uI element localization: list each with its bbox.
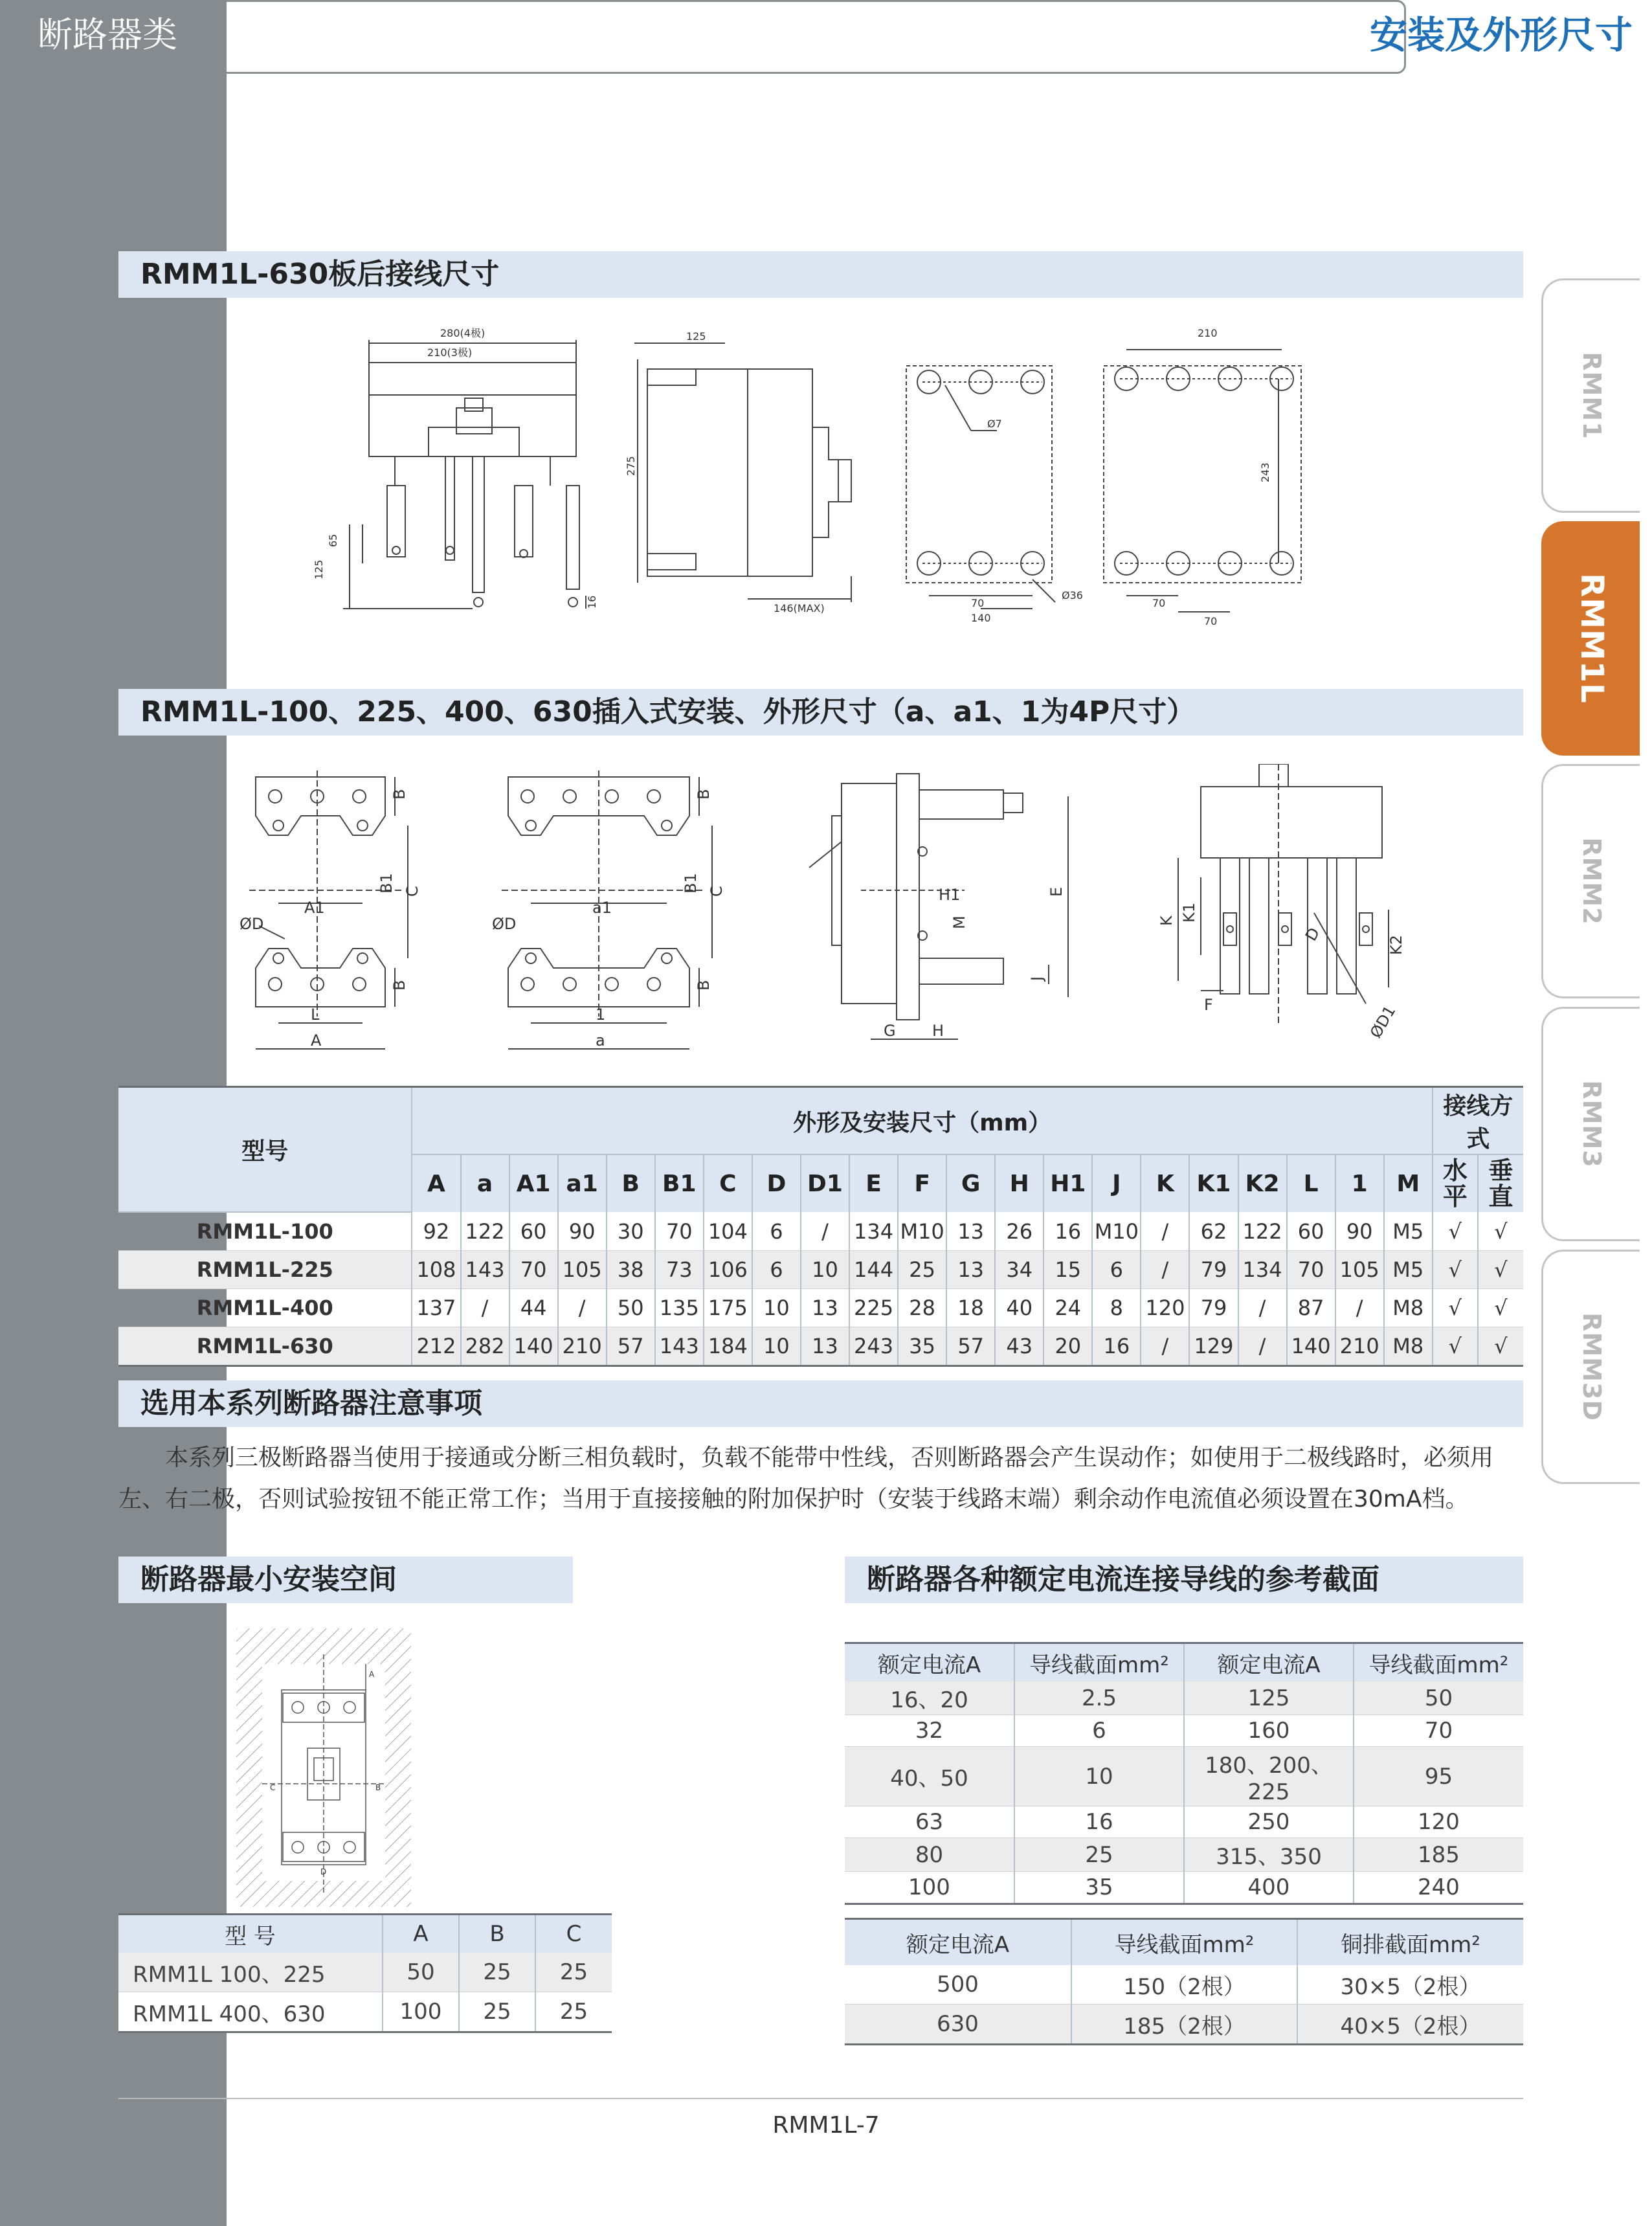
dim-B-4p-lower: B	[695, 980, 713, 991]
col-header: 导线截面mm²	[1354, 1643, 1523, 1682]
dim-L: L	[311, 1006, 320, 1024]
table-row	[845, 2005, 1523, 2045]
table-cell: /	[1238, 1327, 1287, 1366]
dim-M: M	[950, 916, 968, 929]
table-cell: 16	[1044, 1212, 1092, 1251]
table-cell: 212	[412, 1327, 460, 1366]
table-cell: 104	[704, 1212, 752, 1251]
side-view	[634, 343, 851, 602]
table-cell: 57	[946, 1327, 995, 1366]
dim-B-4p: B	[695, 789, 713, 800]
col-header: a	[461, 1154, 509, 1212]
table-row	[845, 1965, 1523, 2005]
table-cell: 144	[849, 1251, 898, 1289]
dim-G: G	[884, 1022, 896, 1040]
dim-hole-7: Ø7	[987, 418, 1002, 430]
table-cell: 630	[845, 2005, 1071, 2045]
table-cell: 160	[1184, 1715, 1354, 1747]
dims-header: 外形及安装尺寸（mm）	[412, 1087, 1432, 1155]
col-header: H	[995, 1154, 1044, 1212]
table-cell: 35	[1014, 1872, 1184, 1904]
table-cell: 25	[535, 1992, 612, 2032]
dim-phiD-4p: ØD	[492, 915, 517, 933]
table-cell: /	[1141, 1251, 1189, 1289]
table-cell: 13	[946, 1212, 995, 1251]
col-header: 额定电流A	[1184, 1643, 1354, 1682]
dim-H: H	[932, 1022, 944, 1040]
side-view-dims	[625, 330, 825, 614]
col-header: K	[1141, 1154, 1189, 1212]
col-header: B	[459, 1915, 535, 1953]
table-cell: 60	[509, 1212, 558, 1251]
col-header: A1	[509, 1154, 558, 1212]
dim-140: 140	[971, 612, 991, 624]
table-cell: 73	[655, 1251, 704, 1289]
table-cell: 30×5（2根）	[1297, 1965, 1523, 2005]
dim-70-a: 70	[1152, 597, 1166, 609]
table-cell: 6	[1014, 1715, 1184, 1747]
table-cell: RMM1L 400、630	[118, 1992, 383, 2032]
dim-K: K	[1157, 916, 1176, 926]
table-cell: /	[1141, 1327, 1189, 1366]
dim-B1: B1	[377, 873, 396, 894]
table-cell: 10	[801, 1251, 849, 1289]
side-tab-rmm3[interactable]	[1541, 1007, 1640, 1241]
table-cell: 122	[1238, 1212, 1287, 1251]
table-row	[118, 1289, 1523, 1327]
table-cell: 100	[845, 1872, 1014, 1904]
col-header: C	[535, 1915, 612, 1953]
table-cell: 184	[704, 1327, 752, 1366]
page-title: 安装及外形尺寸	[1369, 13, 1633, 57]
table-header-row	[845, 1919, 1523, 1966]
dim-hole-36: Ø36	[1062, 589, 1083, 601]
table-cell: 282	[461, 1327, 509, 1366]
table-cell: /	[1238, 1289, 1287, 1327]
table-cell: 90	[1335, 1212, 1384, 1251]
model-cell: RMM1L-400	[118, 1289, 412, 1327]
col-header: 额定电流A	[845, 1643, 1014, 1682]
table-cell: M10	[1092, 1212, 1141, 1251]
table-cell: 79	[1189, 1251, 1238, 1289]
table-cell: 62	[1189, 1212, 1238, 1251]
table-cell: 134	[849, 1212, 898, 1251]
table-cell: 16	[1092, 1327, 1141, 1366]
wiring-cell: √	[1433, 1212, 1478, 1251]
front-view-dims	[313, 327, 598, 609]
col-header: E	[849, 1154, 898, 1212]
side-tab-rmm3d[interactable]	[1541, 1250, 1640, 1484]
table-cell: 125	[1184, 1681, 1354, 1715]
col-header: 型 号	[118, 1915, 383, 1953]
plate-3p-labels	[240, 789, 421, 1050]
table-cell: 315、350	[1184, 1838, 1354, 1872]
table-cell: 20	[1044, 1327, 1092, 1366]
table-body	[118, 1212, 1523, 1366]
table-cell: 25	[535, 1953, 612, 1992]
side-tab-label: RMM2	[1577, 837, 1606, 925]
table-cell: 24	[1044, 1289, 1092, 1327]
min-space-table	[118, 1913, 612, 2033]
footer-divider	[118, 2098, 1523, 2099]
front-view	[343, 340, 586, 609]
space-C: C	[270, 1783, 276, 1792]
dim-side-125: 125	[686, 330, 706, 343]
table-cell: 79	[1189, 1289, 1238, 1327]
table-cell: 95	[1354, 1747, 1523, 1806]
hole-pattern-3p	[906, 366, 1055, 609]
space-D: D	[320, 1867, 327, 1876]
section-title-min-space: 断路器最小安装空间	[118, 1557, 573, 1603]
col-header: K2	[1238, 1154, 1287, 1212]
table-cell: 185（2根）	[1071, 2005, 1297, 2045]
table-row	[845, 1681, 1523, 1715]
table-row	[118, 1992, 612, 2032]
table-cell: 500	[845, 1965, 1071, 2005]
dim-C: C	[403, 886, 421, 897]
col-header: 导线截面mm²	[1071, 1919, 1297, 1966]
table-cell: 105	[1335, 1251, 1384, 1289]
col-header: L	[1287, 1154, 1335, 1212]
table-cell: M8	[1384, 1327, 1433, 1366]
dim-E: E	[1047, 886, 1066, 897]
col-header: M	[1384, 1154, 1433, 1212]
table-cell: M10	[898, 1212, 946, 1251]
table-cell: /	[1335, 1289, 1384, 1327]
table-cell: /	[801, 1212, 849, 1251]
dim-65: 65	[327, 534, 339, 547]
table-cell: 57	[607, 1327, 655, 1366]
dim-phiD: ØD	[240, 915, 264, 933]
dim-C-4p: C	[708, 886, 726, 897]
table-row	[845, 1872, 1523, 1904]
dim-A: A	[311, 1031, 322, 1050]
table-cell: 140	[1287, 1327, 1335, 1366]
col-header: A	[383, 1915, 459, 1953]
dim-F: F	[1204, 996, 1213, 1014]
table-cell: /	[558, 1289, 607, 1327]
table-cell: 185	[1354, 1838, 1523, 1872]
table-cell: 210	[1335, 1327, 1384, 1366]
plate-3p	[249, 770, 408, 1049]
dim-70-b: 70	[1204, 615, 1218, 627]
table-cell: 18	[946, 1289, 995, 1327]
table-cell: 108	[412, 1251, 460, 1289]
table-cell: 80	[845, 1838, 1014, 1872]
table-cell: 16、20	[845, 1681, 1014, 1715]
dim-a1: a1	[592, 899, 612, 917]
table-cell: 50	[1354, 1681, 1523, 1715]
table-cell: 13	[801, 1289, 849, 1327]
col-header: D1	[801, 1154, 849, 1212]
model-cell: RMM1L-100	[118, 1212, 412, 1251]
side-tab-label: RMM1L	[1573, 573, 1610, 704]
space-B: B	[375, 1783, 381, 1792]
table-cell: 40×5（2根）	[1297, 2005, 1523, 2045]
col-header: 水平	[1433, 1154, 1478, 1212]
table-cell: M5	[1384, 1212, 1433, 1251]
col-header: C	[704, 1154, 752, 1212]
page-header	[0, 0, 1633, 74]
side-tab-label: RMM3D	[1577, 1312, 1606, 1421]
table-cell: 92	[412, 1212, 460, 1251]
wiring-cell: √	[1433, 1289, 1478, 1327]
table-cell: 243	[849, 1327, 898, 1366]
table-cell: 225	[849, 1289, 898, 1327]
section-title-wire-ref: 断路器各种额定电流连接导线的参考截面	[845, 1557, 1523, 1603]
table-cell: 70	[1354, 1715, 1523, 1747]
table-cell: 6	[1092, 1251, 1141, 1289]
table-cell: /	[461, 1289, 509, 1327]
table-row	[118, 1212, 1523, 1251]
dim-125: 125	[313, 559, 325, 579]
table-cell: 122	[461, 1212, 509, 1251]
wiring-cell: √	[1433, 1327, 1478, 1366]
table-cell: /	[1141, 1212, 1189, 1251]
hole-pattern-4p	[1104, 350, 1301, 612]
table-cell: 6	[752, 1251, 801, 1289]
dim-280: 280(4极)	[440, 327, 486, 339]
table-cell: 70	[1287, 1251, 1335, 1289]
table-cell: 38	[607, 1251, 655, 1289]
table-cell: 140	[509, 1327, 558, 1366]
side-tab-rmm1[interactable]	[1541, 278, 1640, 513]
section-title-plugin-install: RMM1L-100、225、400、630插入式安装、外形尺寸（a、a1、1为4P尺寸）	[118, 689, 1523, 736]
table-cell: 10	[752, 1289, 801, 1327]
table-cell: 250	[1184, 1806, 1354, 1838]
table-cell: 44	[509, 1289, 558, 1327]
table-cell: 120	[1354, 1806, 1523, 1838]
dim-B: B	[390, 789, 408, 800]
table-header-row	[118, 1915, 612, 1953]
col-header: A	[412, 1154, 460, 1212]
wiring-cell: √	[1478, 1212, 1523, 1251]
wiring-cell: √	[1478, 1289, 1523, 1327]
rear-wiring-drawing	[311, 324, 1359, 641]
table-cell: 50	[383, 1953, 459, 1992]
page-number: RMM1L-7	[772, 2112, 880, 2139]
table-cell: 32	[845, 1715, 1014, 1747]
wire-ref-table-2	[845, 1918, 1523, 2045]
table-cell: 90	[558, 1212, 607, 1251]
plugin-rear-view	[1178, 764, 1389, 1023]
col-header: B1	[655, 1154, 704, 1212]
table-header-row	[845, 1643, 1523, 1682]
table-cell: RMM1L 100、225	[118, 1953, 383, 1992]
table-cell: 25	[459, 1992, 535, 2032]
dimension-table	[118, 1086, 1523, 1367]
table-header-row	[118, 1087, 1523, 1155]
table-cell: 137	[412, 1289, 460, 1327]
dim-A1: A1	[304, 899, 325, 917]
dim-243: 243	[1259, 462, 1271, 482]
table-cell: 10	[1014, 1747, 1184, 1806]
table-cell: 8	[1092, 1289, 1141, 1327]
wiring-header: 接线方式	[1433, 1087, 1523, 1155]
section-title-rear-wiring: RMM1L-630板后接线尺寸	[118, 251, 1523, 298]
table-cell: 150（2根）	[1071, 1965, 1297, 2005]
table-cell: 25	[459, 1953, 535, 1992]
table-cell: 180、200、225	[1184, 1747, 1354, 1806]
table-cell: 100	[383, 1992, 459, 2032]
plugin-rear-labels	[1157, 903, 1405, 1041]
col-header: a1	[558, 1154, 607, 1212]
dim-D: D	[1301, 924, 1324, 944]
dim-J: J	[1028, 976, 1046, 981]
dim-K1: K1	[1180, 902, 1198, 923]
dim-D1: ØD1	[1366, 1002, 1400, 1041]
table-cell: 143	[461, 1251, 509, 1289]
table-cell: 28	[898, 1289, 946, 1327]
table-cell: 25	[1014, 1838, 1184, 1872]
table-cell: M5	[1384, 1251, 1433, 1289]
table-cell: 134	[1238, 1251, 1287, 1289]
dim-1: 1	[596, 1006, 606, 1024]
model-header: 型号	[118, 1087, 412, 1213]
table-cell: 63	[845, 1806, 1014, 1838]
dim-H1: H1	[939, 886, 961, 904]
dim-16: 16	[586, 595, 598, 609]
table-body	[845, 1681, 1523, 1904]
notes-text: 本系列三极断路器当使用于接通或分断三相负载时，负载不能带中性线，否则断路器会产生误动作；如使用于二极线路时，必须用左、右二极，否则试验按钮不能正常工作；当用于直接接触的附加保护时（安装于线路末端）剩余动作电流值必须设置在30mA档。	[118, 1445, 1494, 1512]
col-header: 垂直	[1478, 1154, 1523, 1212]
table-row	[845, 1806, 1523, 1838]
dim-B-lower: B	[390, 980, 408, 991]
dim-a: a	[596, 1031, 605, 1050]
table-cell: 40	[995, 1289, 1044, 1327]
table-cell: 40、50	[845, 1747, 1014, 1806]
col-header: F	[898, 1154, 946, 1212]
table-cell: M8	[1384, 1289, 1433, 1327]
dim-210-4p: 210	[1198, 327, 1218, 339]
model-cell: RMM1L-630	[118, 1327, 412, 1366]
table-cell: 143	[655, 1327, 704, 1366]
hole-pattern-3p-dims	[971, 418, 1083, 624]
table-cell: 13	[801, 1327, 849, 1366]
table-row	[845, 1838, 1523, 1872]
table-cell: 43	[995, 1327, 1044, 1366]
table-cell: 35	[898, 1327, 946, 1366]
dim-B1-4p: B1	[682, 873, 700, 894]
wire-ref-table	[845, 1642, 1523, 1905]
table-cell: 129	[1189, 1327, 1238, 1366]
dim-K2: K2	[1387, 934, 1405, 955]
table-cell: 105	[558, 1251, 607, 1289]
table-cell: 135	[655, 1289, 704, 1327]
table-cell: 2.5	[1014, 1681, 1184, 1715]
space-A: A	[369, 1670, 375, 1679]
table-cell: 13	[946, 1251, 995, 1289]
col-header: G	[946, 1154, 995, 1212]
table-cell: 240	[1354, 1872, 1523, 1904]
side-tab-rmm1l[interactable]	[1541, 521, 1640, 756]
section-title-notes: 选用本系列断路器注意事项	[118, 1380, 1523, 1427]
table-cell: 34	[995, 1251, 1044, 1289]
table-row	[118, 1953, 612, 1992]
side-tab-rmm2[interactable]	[1541, 764, 1640, 998]
dim-70: 70	[971, 597, 985, 609]
col-header: 额定电流A	[845, 1919, 1071, 1966]
col-header: J	[1092, 1154, 1141, 1212]
dim-275: 275	[625, 456, 637, 476]
plugin-side-labels	[884, 886, 1066, 1040]
col-header: 铜排截面mm²	[1297, 1919, 1523, 1966]
table-row	[118, 1327, 1523, 1366]
table-cell: 16	[1014, 1806, 1184, 1838]
wiring-cell: √	[1433, 1251, 1478, 1289]
col-header: B	[607, 1154, 655, 1212]
side-tab-label: RMM1	[1577, 352, 1606, 440]
table-row	[845, 1747, 1523, 1806]
col-header: K1	[1189, 1154, 1238, 1212]
table-cell: 60	[1287, 1212, 1335, 1251]
table-cell: 70	[655, 1212, 704, 1251]
table-cell: 26	[995, 1212, 1044, 1251]
table-cell: 210	[558, 1327, 607, 1366]
table-cell: 6	[752, 1212, 801, 1251]
table-cell: 70	[509, 1251, 558, 1289]
model-cell: RMM1L-225	[118, 1251, 412, 1289]
wiring-cell: √	[1478, 1327, 1523, 1366]
table-cell: 25	[898, 1251, 946, 1289]
table-cell: 106	[704, 1251, 752, 1289]
table-cell: 30	[607, 1212, 655, 1251]
table-cell: 50	[607, 1289, 655, 1327]
table-cell: 87	[1287, 1289, 1335, 1327]
plugin-side-view	[809, 774, 1068, 1039]
col-header: 导线截面mm²	[1014, 1643, 1184, 1682]
table-cell: 175	[704, 1289, 752, 1327]
table-row	[845, 1715, 1523, 1747]
wiring-cell: √	[1478, 1251, 1523, 1289]
side-tab-label: RMM3	[1577, 1080, 1606, 1168]
col-header: D	[752, 1154, 801, 1212]
col-header: H1	[1044, 1154, 1092, 1212]
plugin-install-drawing	[214, 764, 1444, 1062]
table-cell: 400	[1184, 1872, 1354, 1904]
col-header: 1	[1335, 1154, 1384, 1212]
dim-210: 210(3极)	[427, 346, 473, 359]
table-cell: 10	[752, 1327, 801, 1366]
table-row	[118, 1251, 1523, 1289]
category-label: 断路器类	[0, 0, 227, 74]
table-cell: 15	[1044, 1251, 1092, 1289]
dim-146: 146(MAX)	[774, 602, 825, 614]
min-space-diagram	[236, 1628, 411, 1907]
table-cell: 120	[1141, 1289, 1189, 1327]
